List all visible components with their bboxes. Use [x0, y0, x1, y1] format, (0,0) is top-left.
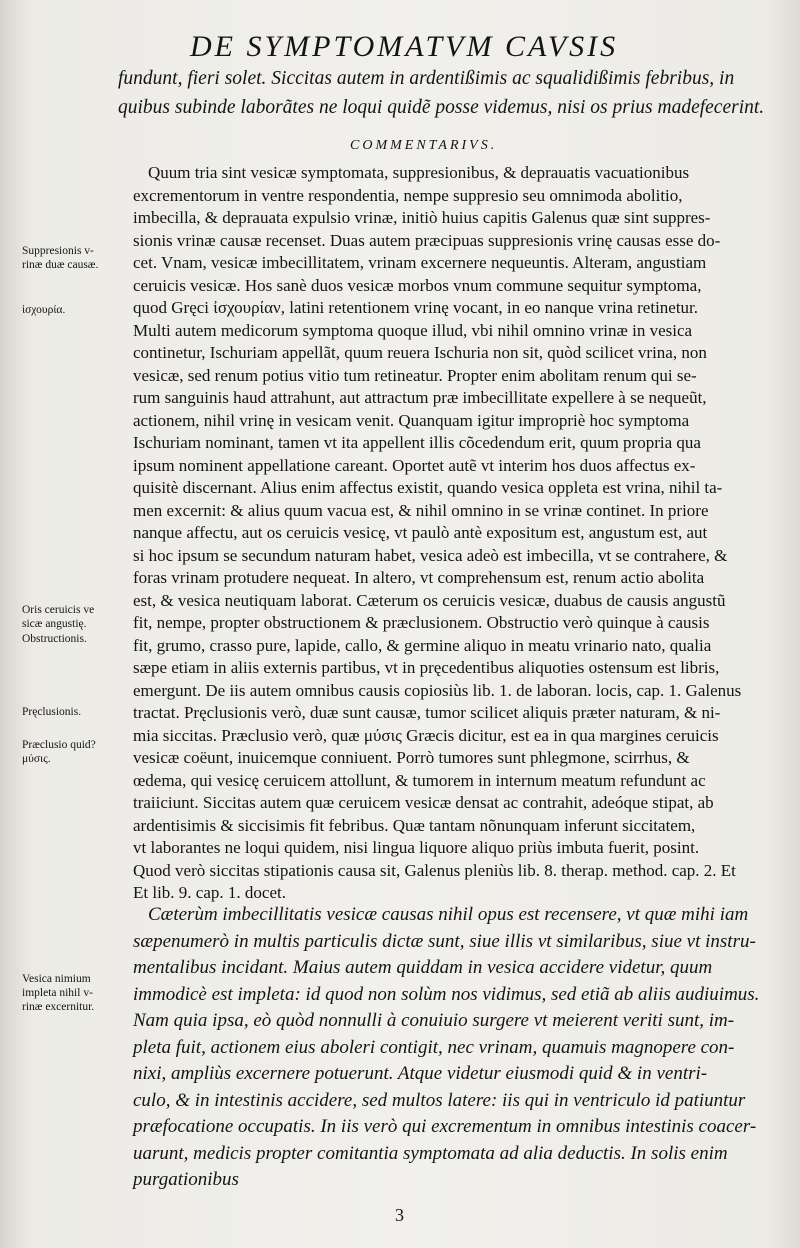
commentary-line: traiiciunt. Siccitas autem quæ ceruicem vesicæ densat ac contrahit, adeóque stipat, ab [133, 793, 714, 812]
commentary-line: œdema, qui vesicę ceruicem attollunt, & tumorem in internum meatum refundunt ac [133, 770, 706, 790]
commentary-line: nanque affectu, aut os ceruicis vesicę, vt paulò antè expositum est, angustum est, aut [133, 523, 708, 542]
commentary-line: continetur, Ischuriam appellãt, quum reuera Ischuria non sit, quòd scilicet vrina, non [133, 343, 707, 362]
commentary-line: sionis vrinæ causæ recenset. Duas autem præcipuas suppresionis vrinę causas esse do- [133, 230, 721, 250]
italic-line: nixi, ampliùs excernere potuerunt. Atque videtur eiusmodi quid & in ventri- [133, 1063, 708, 1084]
italic-line: uarunt, medicis propter comitantia symptomata ad alia deductis. In solis enim [133, 1142, 728, 1164]
commentary-line: Quod verò siccitas stipationis causa sit, Galenus pleniùs lib. 8. therap. method. cap. 2. Et [133, 860, 736, 880]
margin-note-obstruction: Obstructionis. [22, 633, 87, 645]
italic-line: culo, & in intestinis accidere, sed multos latere: iis qui in ventriculo id patiuntur [133, 1089, 746, 1111]
margin-note-suppression: Suppresionis v- rinæ duæ causæ. [22, 245, 99, 271]
commentary-line: mia siccitas. Præclusio verò, quæ μύσις Græcis dicitur, est ea in qua margines ceruicis [133, 725, 719, 745]
margin-note-orifice: Oris ceruicis ve sicæ angustię. [22, 604, 95, 630]
commentary-line: fit, nempe, propter obstructionem & præclusionem. Obstructio verò quinque à causis [133, 613, 710, 632]
page-number: 3 [395, 1205, 404, 1225]
commentary-line: est, & vesica neutiquam laborat. Cæterum os ceruicis vesicæ, duabus de causis angustũ [133, 590, 726, 610]
italic-line: Nam quia ipsa, eò quòd nonnulli à conuiuio surgere vt meierent veriti sunt, im- [133, 1010, 735, 1031]
top-lines-line: quibus subinde laborãtes ne loqui quidẽ posse videmus, nisi os prius madefecerint. [118, 97, 765, 118]
commentary-line: Et lib. 9. cap. 1. docet. [133, 883, 286, 902]
running-head: DE SYMPTOMATVM CAVSIS [190, 30, 619, 63]
commentary-line: men excernit: & alius quum vacua est, & nihil omnino in se vrinæ continet. In priore [133, 500, 709, 520]
commentary-line: ardentisimis & siccisimis fit febribus. Quæ tantam nõnunquam inferunt siccitatem, [133, 815, 696, 835]
commentary-line: ipsum nominent appellatione careant. Oportet autẽ vt interim hos duos affectus ex- [133, 455, 696, 475]
commentary-line: vesicæ coëunt, inuicemque conniuent. Porrò tumores sunt phlegmone, scirrhus, & [133, 748, 690, 767]
margin-note-ischuria: ἰσχουρία. [22, 304, 66, 316]
commentary-line: sæpe etiam in aliis externis partibus, vt in pręcedentibus aliquoties ostensum est libris, [133, 658, 720, 677]
italic-line: præfocatione occupatis. In iis verò qui excrementum in omnibus intestinis coacer- [133, 1116, 757, 1137]
italic-line: purgationibus [133, 1169, 239, 1190]
commentary-line: quisitè discernant. Alius enim affectus existit, quando vesica oppleta est vrina, nihil ta- [133, 478, 723, 497]
commentary-line: excrementorum in ventre respondentia, nempe suppresio seu omnimoda abolitio, [133, 185, 683, 205]
commentary-line: tractat. Pręclusionis verò, duæ sunt causæ, tumor scilicet aliquis præter naturam, & ni- [133, 703, 721, 722]
commentary-line: rum sanguinis haud attrahunt, aut attractum præ imbecillitate expellere à se nequeũt, [133, 388, 707, 407]
commentary-line: vesicæ, sed renum potius vitio tum retineatur. Propter enim abolitam renum qui se- [133, 365, 697, 385]
commentary-line: cet. Vnam, vesicæ imbecillitatem, vrinam excernere nequeuntis. Alteram, angustiam [133, 253, 707, 272]
italic-line: Cæterùm imbecillitatis vesicæ causas nihil opus est recensere, vt quæ mihi iam [148, 904, 749, 925]
commentary-line: vt laborantes ne loqui quidem, nisi lingua liquore aliquo priùs imbuta fuerit, posint. [133, 838, 700, 857]
commentary-line: foras vrinam protudere nequeat. In altero, vt comprehensum est, renum actio abolita [133, 568, 705, 587]
commentary-line: quod Gręci ἰσχουρίαν, latini retentionem vrinę vocant, in eo nanque vrina retinetur. [133, 298, 699, 317]
commentary-line: imbecilla, & deprauata expulsio vrinæ, initiò huius capitis Galenus quæ sint suppres- [133, 208, 711, 227]
italic-line: immodicè est impleta: id quod non solùm nos vidimus, sed etiã ab aliis audiuimus. [133, 983, 760, 1005]
commentary-line: ceruicis vesicæ. Hos sanè duos vesicæ morbos vnum commune sequitur symptoma, [133, 275, 702, 295]
commentary-line: Multi autem medicorum symptoma quoque illud, vbi nihil omnino vrinæ in vesica [133, 320, 693, 340]
commentary-line: actionem, nihil vrinę in vesicam venit. Quanquam igitur impropriè hoc symptoma [133, 410, 690, 430]
commentary-heading: COMMENTARIVS. [350, 138, 498, 153]
commentary-line: emergunt. De iis autem omnibus causis copiosiùs lib. 1. de laboran. locis, cap. 1. Galenus [133, 680, 742, 700]
margin-note-preclusion-what: Præclusio quid? μύσις. [22, 739, 96, 765]
margin-note-bladder: Vesica nimium impleta nihil v- rinæ excernitur. [22, 973, 95, 1013]
commentary-line: si hoc ipsum se secundum naturam habet, vesica adeò est imbecilla, vt se contrahere, & [133, 545, 728, 565]
margin-note-preclusion: Pręclusionis. [22, 706, 82, 718]
commentary-line: Quum tria sint vesicæ symptomata, suppresionibus, & deprauatis vacuationibus [148, 163, 690, 182]
italic-line: sæpenumerò in multis particulis dictæ sunt, siue illis vt similaribus, siue vt instru- [133, 930, 756, 952]
commentary-line: Ischuriam nominant, tamen vt ita appellent illis cõcedendum erit, quum propria qua [133, 433, 701, 452]
italic-line: mentalibus incidant. Maius autem quiddam in vesica accidere videtur, quum [133, 957, 713, 978]
italic-line: pleta fuit, actionem eius aboleri contigit, nec vrinam, quamuis magnopere con- [133, 1036, 735, 1058]
commentary-line: fit, grumo, crasso pure, lapide, callo, & germine aliquo in meatu vrinario nato, qualia [133, 635, 712, 655]
top-lines-line: fundunt, fieri solet. Siccitas autem in ardentißimis ac squalidißimis febribus, in [118, 68, 735, 89]
